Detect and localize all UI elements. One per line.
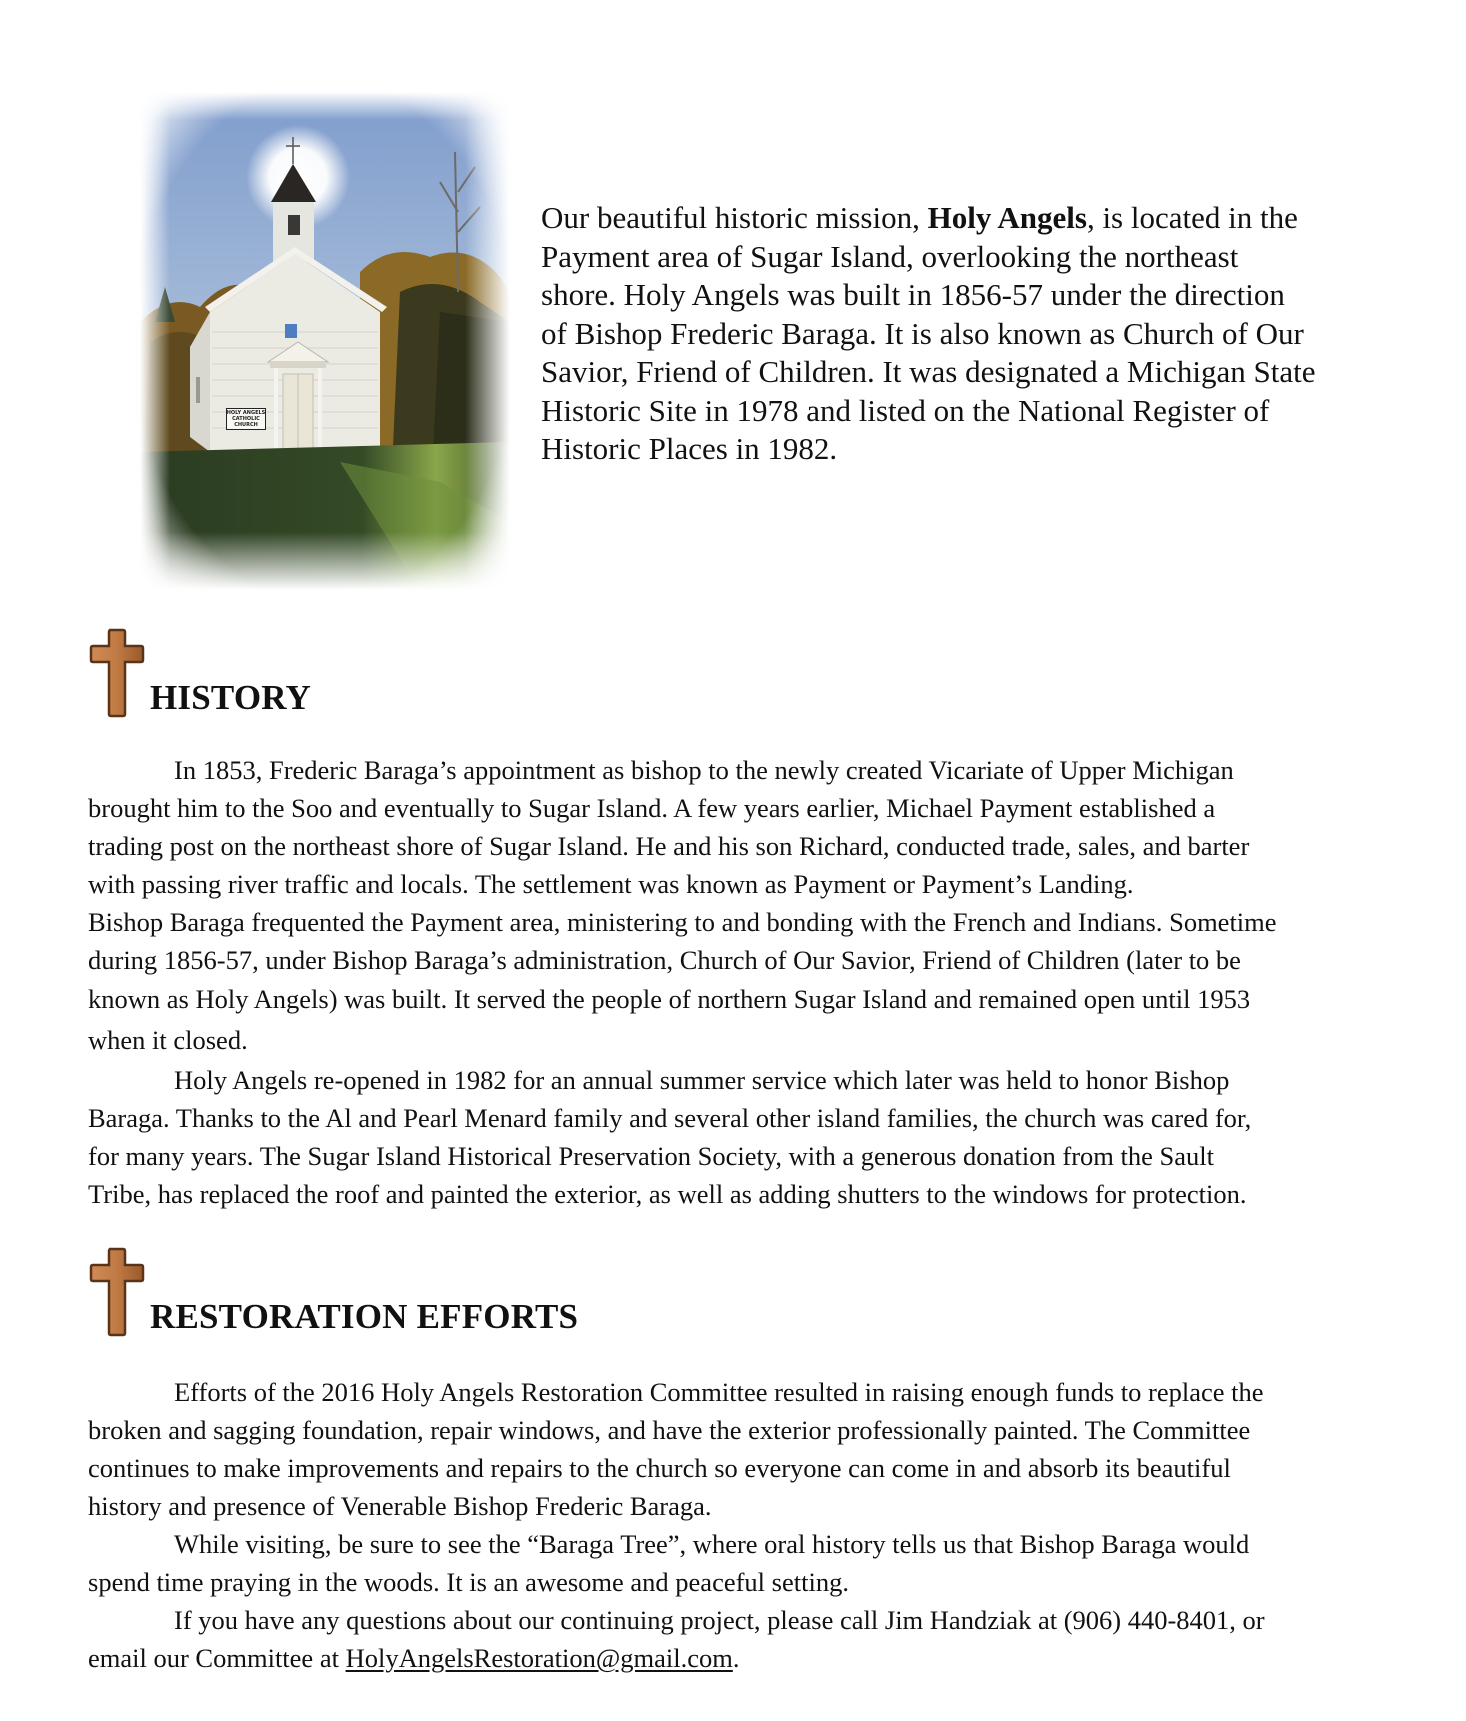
restoration-line: history and presence of Venerable Bishop Frederic Baraga. xyxy=(88,1491,712,1521)
history-line: known as Holy Angels) was built. It served the people of northern Sugar Island and remained open until 1953 xyxy=(88,984,1251,1014)
church-sign-line-2: CATHOLIC xyxy=(232,416,260,422)
contact-text-end: . xyxy=(732,1643,740,1673)
intro-line: Payment area of Sugar Island, overlooking the northeast xyxy=(541,238,1239,274)
history-line: Tribe, has replaced the roof and painted the exterior, as well as adding shutters to the windows for protection. xyxy=(88,1179,1247,1209)
intro-line xyxy=(541,199,1441,238)
restoration-line xyxy=(88,1639,1408,1677)
church-photo xyxy=(140,92,510,590)
intro-line: Historic Places in 1982. xyxy=(541,431,838,466)
intro-text: Our beautiful historic mission, xyxy=(541,200,928,235)
email-link[interactable]: HolyAngelsRestoration@gmail.com xyxy=(345,1643,733,1673)
contact-text: email our Committee at xyxy=(88,1643,346,1673)
intro-line: shore. Holy Angels was built in 1856-57 under the direction xyxy=(541,277,1285,312)
history-heading xyxy=(88,628,788,718)
restoration-body xyxy=(88,1373,1408,1677)
history-line: trading post on the northeast shore of Sugar Island. He and his son Richard, conducted trade, sales, and barter xyxy=(88,831,1250,861)
restoration-line: While visiting, be sure to see the “Baraga Tree”, where oral history tells us that Bishop Baraga would xyxy=(174,1529,1250,1559)
history-line: Baraga. Thanks to the Al and Pearl Menard family and several other island families, the church was cared for, xyxy=(88,1103,1252,1133)
restoration-line: spend time praying in the woods. It is an awesome and peaceful setting. xyxy=(88,1567,849,1597)
history-line: brought him to the Soo and eventually to Sugar Island. A few years earlier, Michael Payment established a xyxy=(88,793,1216,823)
restoration-heading xyxy=(88,1247,788,1337)
cross-icon xyxy=(88,628,146,718)
church-sign-line-3: CHURCH xyxy=(234,422,258,428)
restoration-line: Efforts of the 2016 Holy Angels Restoration Committee resulted in raising enough funds to replace the xyxy=(174,1377,1264,1407)
church-sign xyxy=(226,408,266,430)
history-line: Bishop Baraga frequented the Payment area, ministering to and bonding with the French and Indians. Sometime xyxy=(88,907,1277,937)
section-title: RESTORATION EFFORTS xyxy=(150,1297,579,1336)
history-line: In 1853, Frederic Baraga’s appointment as bishop to the newly created Vicariate of Upper Michigan xyxy=(174,755,1234,785)
intro-text: , is located in the xyxy=(1086,200,1298,235)
mission-name: Holy Angels xyxy=(927,200,1087,235)
history-line: for many years. The Sugar Island Historical Preservation Society, with a generous donation from the Sault xyxy=(88,1141,1214,1171)
intro-line: Historic Site in 1978 and listed on the National Register of xyxy=(541,392,1270,428)
intro-line: Savior, Friend of Children. It was designated a Michigan State xyxy=(541,354,1316,389)
restoration-line: continues to make improvements and repairs to the church so everyone can come in and absorb its beautiful xyxy=(88,1453,1231,1483)
history-line: when it closed. xyxy=(88,1025,248,1055)
restoration-line: If you have any questions about our continuing project, please call Jim Handziak at (906) 440-8401, or xyxy=(174,1605,1265,1635)
history-body xyxy=(88,751,1408,1213)
intro-paragraph xyxy=(541,199,1441,469)
restoration-line: broken and sagging foundation, repair windows, and have the exterior professionally painted. The Committee xyxy=(88,1415,1251,1445)
church-sign-line-1: HOLY ANGELS xyxy=(226,410,266,416)
history-line: during 1856-57, under Bishop Baraga’s administration, Church of Our Savior, Friend of Children (later to be xyxy=(88,945,1241,975)
history-line: with passing river traffic and locals. The settlement was known as Payment or Payment’s Landing. xyxy=(88,869,1134,899)
cross-icon xyxy=(88,1247,146,1337)
section-title: HISTORY xyxy=(150,678,311,717)
history-line: Holy Angels re-opened in 1982 for an annual summer service which later was held to honor Bishop xyxy=(174,1065,1230,1095)
intro-line: of Bishop Frederic Baraga. It is also known as Church of Our xyxy=(541,315,1304,351)
